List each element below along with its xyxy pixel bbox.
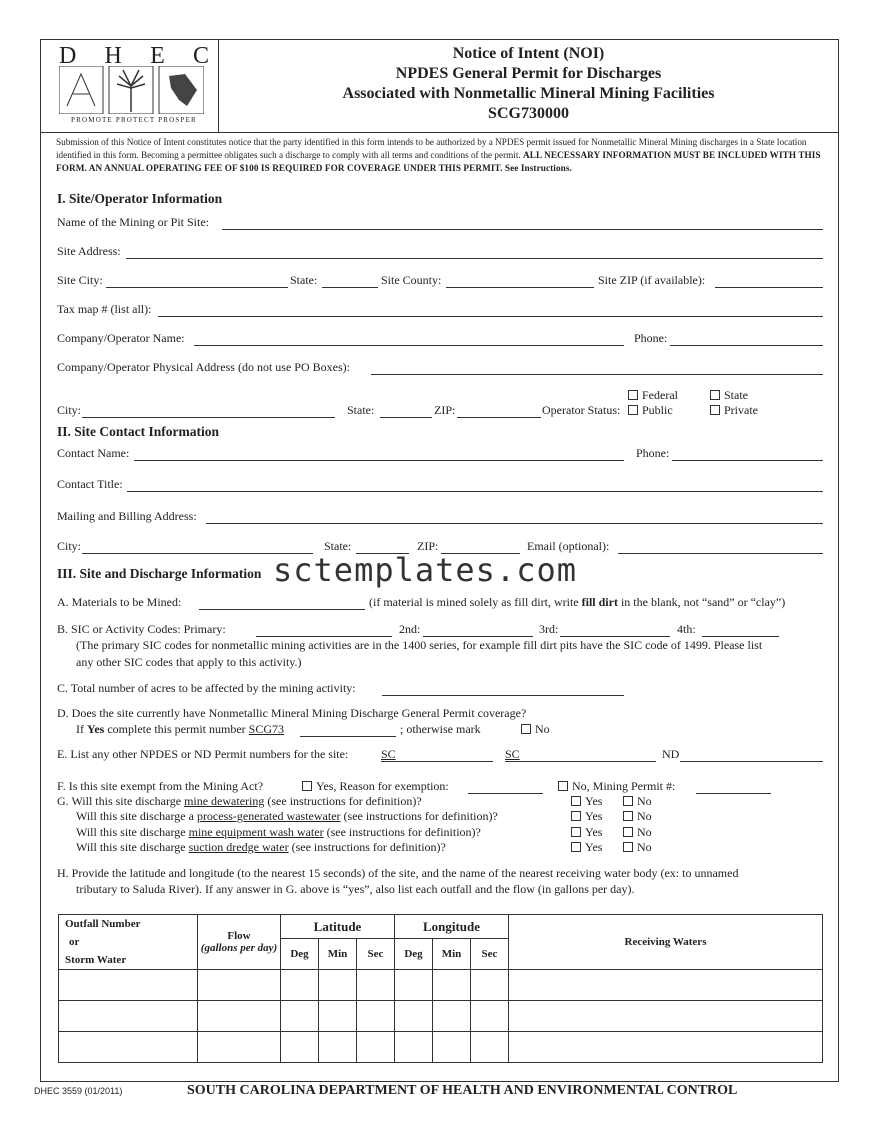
nd-permit-field[interactable] <box>680 761 823 762</box>
longitude-header: Longitude <box>395 915 509 939</box>
physical-address-field[interactable] <box>371 374 823 375</box>
field-label: Contact Title: <box>57 477 123 491</box>
table-cell[interactable] <box>357 1032 395 1063</box>
table-cell[interactable] <box>319 1001 357 1032</box>
option-label: Yes, Reason for exemption: <box>316 779 449 793</box>
section-heading: III. Site and Discharge Information <box>57 566 262 581</box>
table-cell[interactable] <box>433 1032 471 1063</box>
g3-yes-option[interactable] <box>571 825 602 839</box>
operator-state-option[interactable] <box>710 388 748 402</box>
table-cell[interactable] <box>198 970 281 1001</box>
field-label: Operator Status: <box>542 403 621 417</box>
title-line: SCG730000 <box>488 105 569 122</box>
section-heading: I. Site/Operator Information <box>57 191 223 206</box>
option-label: Public <box>642 403 673 417</box>
contact-email-field[interactable] <box>618 553 823 554</box>
note-text: in the blank, not “sand” or “clay”) <box>620 595 786 609</box>
deg-header: Deg <box>395 939 433 970</box>
field-label: Tax map # (list all): <box>57 302 152 316</box>
table-cell[interactable] <box>281 1001 319 1032</box>
text-underlined: suction dredge water <box>188 840 289 854</box>
g3-no-option[interactable] <box>623 825 652 839</box>
text: (see instructions for definition)? <box>343 809 498 823</box>
site-name-field[interactable] <box>222 229 823 230</box>
option-label: Private <box>724 403 758 417</box>
contact-name-field[interactable] <box>134 460 624 461</box>
text: Will this site discharge <box>76 840 186 854</box>
field-label: Contact Name: <box>57 446 130 460</box>
field-label: Phone: <box>634 331 668 345</box>
field-label: 4th: <box>677 622 696 636</box>
field-label: Site County: <box>381 273 442 287</box>
operator-state-field[interactable] <box>380 417 432 418</box>
operator-private-option[interactable] <box>710 403 758 417</box>
question-g4 <box>76 840 446 854</box>
field-label: Phone: <box>636 446 670 460</box>
permit-no-option[interactable] <box>521 722 550 736</box>
option-label: Yes <box>585 809 603 823</box>
note-bold: fill dirt <box>581 595 618 609</box>
operator-public-option[interactable] <box>628 403 673 417</box>
contact-phone-field[interactable] <box>672 460 823 461</box>
option-label: No <box>535 722 550 736</box>
site-state-field[interactable] <box>322 287 378 288</box>
intro-text <box>56 136 826 175</box>
form-header <box>41 40 838 133</box>
table-cell[interactable] <box>319 1032 357 1063</box>
text-bold: Yes <box>87 722 105 736</box>
logo-letter: C <box>192 43 209 69</box>
text: (see instructions for definition)? <box>291 840 446 854</box>
text: (see instructions for definition)? <box>326 825 481 839</box>
sc-prefix: SC <box>381 747 396 761</box>
intro-required-notice: ALL NECESSARY INFORMATION MUST BE INCLUDED WITH THIS FORM. AN ANNUAL OPERATING FEE OF $100 IS REQUIRED FOR COVERAGE UNDER THIS PERMIT. See Instructions. <box>56 150 821 173</box>
field-label: Company/Operator Physical Address (do not use PO Boxes): <box>57 360 350 374</box>
sic-4th-field[interactable] <box>702 636 779 637</box>
g2-yes-option[interactable] <box>571 809 602 823</box>
table-cell[interactable] <box>357 1001 395 1032</box>
text: If <box>76 722 84 736</box>
table-cell[interactable] <box>319 970 357 1001</box>
text: G. Will this site discharge <box>57 794 182 808</box>
sic-primary-field[interactable] <box>256 636 392 637</box>
header-text: or <box>69 936 80 948</box>
field-label: Site City: <box>57 273 103 287</box>
logo-letter: D <box>59 43 77 69</box>
field-label: Site ZIP (if available): <box>598 273 706 287</box>
field-label: Company/Operator Name: <box>57 331 185 345</box>
text: (see instructions for definition)? <box>267 794 422 808</box>
table-row <box>59 970 823 1001</box>
table-cell[interactable] <box>59 970 198 1001</box>
field-label: City: <box>57 403 82 417</box>
company-name-field[interactable] <box>194 345 624 346</box>
form-title <box>219 44 838 124</box>
logo-art-icon <box>59 66 204 114</box>
exempt-yes-option[interactable] <box>302 779 449 793</box>
question-label: D. Does the site currently have Nonmetallic Mineral Mining Discharge General Permit coverage? <box>57 706 527 720</box>
table-cell[interactable] <box>433 1001 471 1032</box>
g4-no-option[interactable] <box>623 840 652 854</box>
field-label: ZIP: <box>434 403 456 417</box>
watermark: sctemplates.com <box>273 551 577 589</box>
text: ; otherwise mark <box>400 722 481 736</box>
question-label: A. Materials to be Mined: <box>57 595 182 609</box>
g4-yes-option[interactable] <box>571 840 602 854</box>
field-label: 2nd: <box>399 622 421 636</box>
flow-header <box>198 915 281 970</box>
question-label: F. Is this site exempt from the Mining Act? <box>57 779 264 793</box>
text: Will this site discharge a <box>76 809 194 823</box>
table-cell[interactable] <box>198 1001 281 1032</box>
question-d-line <box>76 722 284 736</box>
receiving-header: Receiving Waters <box>509 915 823 970</box>
option-label: No, Mining Permit #: <box>572 779 676 793</box>
field-label: Site Address: <box>57 244 121 258</box>
intro-paragraph: Submission of this Notice of Intent constitutes notice that the party identified in this form intends to be authorized by a NPDES permit issued for Nonmetallic Mineral Mining discharges in a State location identified in this form. Becoming a permittee obligates such a discharge to comply with all terms and conditions of the permit. <box>56 137 807 160</box>
text-underlined: mine dewatering <box>184 794 265 808</box>
question-g1 <box>57 794 422 808</box>
site-county-field[interactable] <box>446 287 594 288</box>
field-label: Mailing and Billing Address: <box>57 509 197 523</box>
sc-prefix: SC <box>505 747 520 761</box>
materials-field[interactable] <box>199 609 365 610</box>
title-line: Notice of Intent (NOI) <box>452 45 605 62</box>
note-text: (if material is mined solely as fill dirt, write <box>369 595 579 609</box>
table-cell[interactable] <box>471 970 509 1001</box>
table-cell[interactable] <box>281 970 319 1001</box>
dhec-logo <box>41 40 219 132</box>
company-phone-field[interactable] <box>670 345 823 346</box>
g1-no-option[interactable] <box>623 794 652 808</box>
permit-number-field[interactable] <box>300 736 396 737</box>
option-label: Yes <box>585 825 603 839</box>
note-text: any other SIC codes that apply to this activity.) <box>76 655 302 669</box>
field-label: ZIP: <box>417 539 439 553</box>
header-text: Outfall Number <box>65 918 141 930</box>
table-cell[interactable] <box>471 1032 509 1063</box>
question-label: tributary to Saluda River). If any answer in G. above is “yes”, also list each outfall and the flow (in gallons per day). <box>76 882 635 896</box>
option-label: State <box>724 388 748 402</box>
title-line: NPDES General Permit for Discharges <box>395 65 662 82</box>
option-label: No <box>637 794 652 808</box>
question-g2 <box>76 809 498 823</box>
exemption-reason-field[interactable] <box>468 793 543 794</box>
latitude-header: Latitude <box>281 915 395 939</box>
text: complete this permit number <box>107 722 246 736</box>
sec-header: Sec <box>357 939 395 970</box>
sic-3rd-field[interactable] <box>560 636 670 637</box>
question-a-note <box>369 595 785 609</box>
question-label: C. Total number of acres to be affected by the mining activity: <box>57 681 356 695</box>
question-a <box>57 595 181 609</box>
section-heading: II. Site Contact Information <box>57 424 219 439</box>
table-row <box>59 1032 823 1063</box>
mailing-address-field[interactable] <box>206 523 823 524</box>
field-label: State: <box>324 539 352 553</box>
field-label: Email (optional): <box>527 539 610 553</box>
outfall-table <box>58 914 823 1063</box>
title-line: Associated with Nonmetallic Mineral Mining Facilities <box>342 85 715 102</box>
agency-name: SOUTH CAROLINA DEPARTMENT OF HEALTH AND ENVIRONMENTAL CONTROL <box>187 1083 738 1098</box>
header-text: Flow <box>227 930 251 942</box>
table-cell[interactable] <box>471 1001 509 1032</box>
outfall-header <box>59 915 198 970</box>
table-cell[interactable] <box>357 970 395 1001</box>
sic-2nd-field[interactable] <box>423 636 533 637</box>
table-cell[interactable] <box>281 1032 319 1063</box>
field-label: 3rd: <box>539 622 559 636</box>
field-label: State: <box>347 403 375 417</box>
table-cell[interactable] <box>509 970 823 1001</box>
table-cell[interactable] <box>59 1001 198 1032</box>
g2-no-option[interactable] <box>623 809 652 823</box>
operator-zip-field[interactable] <box>457 417 541 418</box>
table-cell[interactable] <box>198 1032 281 1063</box>
site-zip-field[interactable] <box>715 287 823 288</box>
operator-federal-option[interactable] <box>628 388 678 402</box>
sc-permit-field-2[interactable] <box>505 761 656 762</box>
contact-title-field[interactable] <box>127 491 823 492</box>
table-cell[interactable] <box>433 970 471 1001</box>
operator-city-field[interactable] <box>82 417 335 418</box>
question-label: H. Provide the latitude and longitude (to the nearest 15 seconds) of the site, and the name of the nearest receiving water body (ex: to unnamed <box>57 866 739 880</box>
header-text: Storm Water <box>65 954 127 966</box>
field-label: City: <box>57 539 82 553</box>
header-text: (gallons per day) <box>200 942 278 954</box>
site-city-field[interactable] <box>106 287 288 288</box>
option-label: Federal <box>642 388 678 402</box>
nd-prefix: ND <box>662 747 680 761</box>
min-header: Min <box>433 939 471 970</box>
deg-header: Deg <box>281 939 319 970</box>
exempt-no-option[interactable] <box>558 779 675 793</box>
table-cell[interactable] <box>395 1032 433 1063</box>
field-label: Name of the Mining or Pit Site: <box>57 215 209 229</box>
field-label: State: <box>290 273 318 287</box>
sec-header: Sec <box>471 939 509 970</box>
permit-code: SCG73 <box>248 722 284 736</box>
question-g3 <box>76 825 481 839</box>
site-address-field[interactable] <box>126 258 823 259</box>
g1-yes-option[interactable] <box>571 794 602 808</box>
mining-permit-field[interactable] <box>696 793 771 794</box>
table-row <box>59 1001 823 1032</box>
tax-map-field[interactable] <box>158 316 823 317</box>
table-cell[interactable] <box>59 1032 198 1063</box>
text: Will this site discharge <box>76 825 186 839</box>
sc-permit-field-1[interactable] <box>381 761 493 762</box>
min-header: Min <box>319 939 357 970</box>
table-cell[interactable] <box>509 1001 823 1032</box>
option-label: Yes <box>585 840 603 854</box>
question-label: B. SIC or Activity Codes: Primary: <box>57 622 226 636</box>
acres-field[interactable] <box>382 695 624 696</box>
text-underlined: mine equipment wash water <box>188 825 324 839</box>
option-label: No <box>637 809 652 823</box>
note-text: (The primary SIC codes for nonmetallic mining activities are in the 1400 series, for example fill dirt pits have the SIC code of 1499. Please list <box>76 638 763 652</box>
table-cell[interactable] <box>395 1001 433 1032</box>
option-label: No <box>637 825 652 839</box>
logo-letter: H <box>104 43 122 69</box>
option-label: No <box>637 840 652 854</box>
option-label: Yes <box>585 794 603 808</box>
logo-letter: E <box>150 43 165 69</box>
question-label: E. List any other NPDES or ND Permit numbers for the site: <box>57 747 349 761</box>
logo-tagline: PROMOTE PROTECT PROSPER <box>71 116 197 124</box>
table-cell[interactable] <box>509 1032 823 1063</box>
form-number: DHEC 3559 (01/2011) <box>34 1086 123 1096</box>
table-cell[interactable] <box>395 970 433 1001</box>
text-underlined: process-generated wastewater <box>196 809 341 823</box>
